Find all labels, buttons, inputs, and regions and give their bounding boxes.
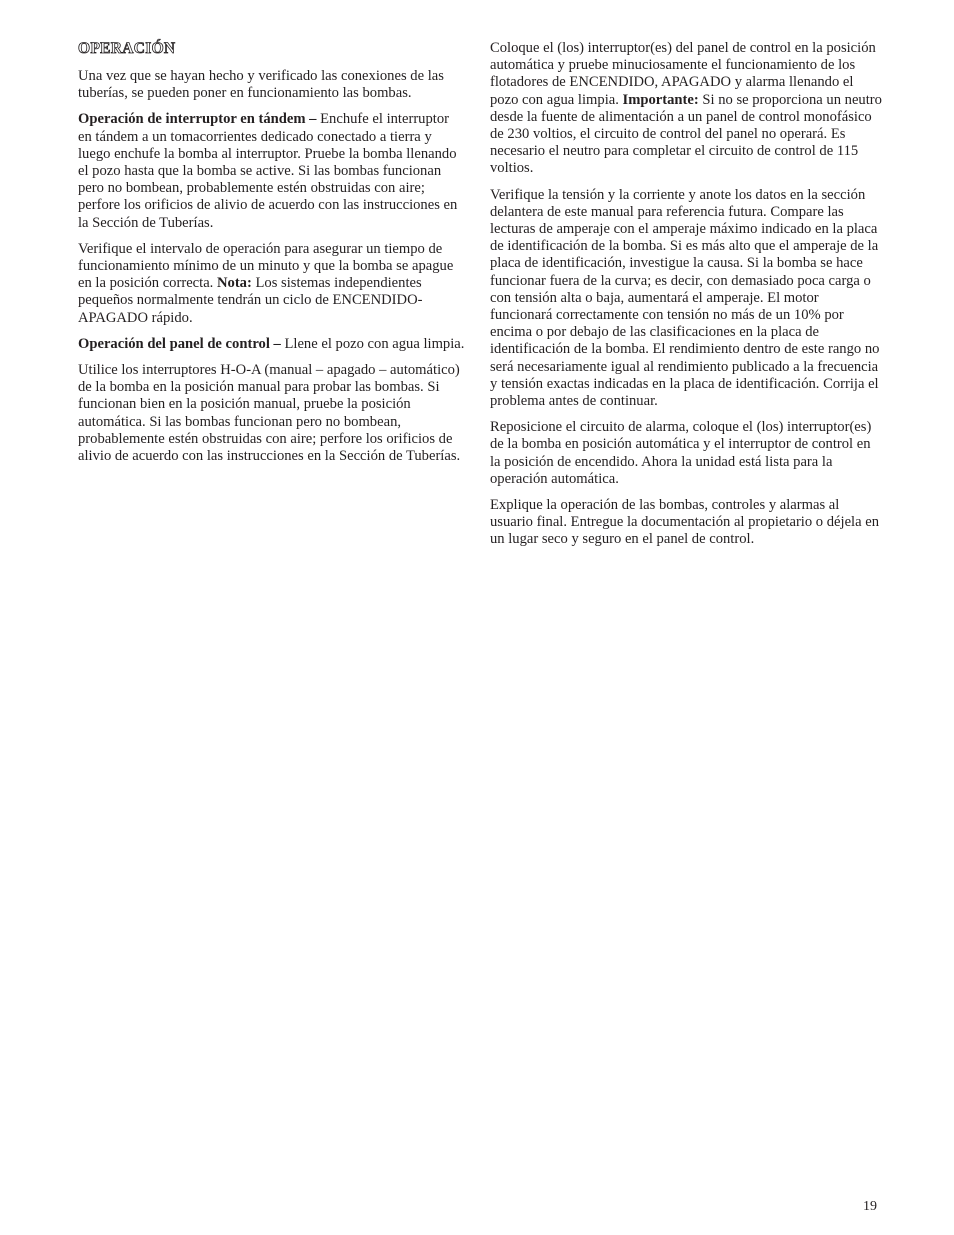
interval-text: Verifique el intervalo de operación para asegurar un tiempo de funcionamiento mínimo de un minuto y que la bomba se apague en la posición correcta. bbox=[78, 240, 454, 292]
alarm-reset-text: Reposicione el circuito de alarma, coloque el (los) interruptor(es) de la bomba en posición automática y el interruptor de control en la posición de encendido. Ahora la unidad está lista para la operación automática. bbox=[490, 419, 872, 487]
intro-text: Una vez que se hayan hecho y verificado las conexiones de las tuberías, se pueden poner en funcionamiento las bombas. bbox=[78, 68, 444, 102]
tandem-switch-heading: Operación de interruptor en tándem – bbox=[78, 111, 317, 128]
intro-paragraph bbox=[78, 68, 466, 102]
section-title: OPERACIÓN bbox=[78, 40, 176, 57]
note-label: Nota: bbox=[216, 275, 252, 292]
voltage-check-text: Verifique la tensión y la corriente y anote los datos en la sección delantera de este manual para referencia futura. Compare las lecturas de amperaje con el amperaje máximo indicado en la placa de identificación de la bomba. Si es más alto que el amperaje de la placa de identificación, investigue la causa. Si la bomba se hace funcionar fuera de la curva; es decir, con demasiado poca carga o con tensión alta o baja, aumentará el amperaje. El motor funcionará correctamente con tensión no más de un 10% por encima o por debajo de las clasificaciones en la placa de identificación de la bomba. El rendimiento dentro de este rango no será necesariamente igual al rendimiento publicado a la frecuencia y tensión exactas indicadas en la placa de identificación. Corrija el problema antes de continuar. bbox=[490, 186, 880, 410]
panel-switch-paragraph bbox=[490, 40, 882, 178]
page-number: 19 bbox=[863, 1199, 877, 1214]
user-explanation-paragraph bbox=[490, 497, 882, 549]
panel-switch-text: Coloque el (los) interruptor(es) del panel de control en la posición automática y pruebe minuciosamente el funcionamiento de los flotadores de ENCENDIDO, APAGADO y alarma llenando el pozo con agua limpia. bbox=[490, 40, 876, 108]
note-text: Los sistemas independientes pequeños normalmente tendrán un ciclo de ENCENDIDO-APAGADO rápido. bbox=[78, 275, 423, 326]
control-panel-heading: Operación del panel de control – bbox=[78, 335, 281, 352]
hoa-switch-text: Utilice los interruptores H-O-A (manual – apagado – automático) de la bomba en la posición manual para probar las bombas. Si funcionan bien en la posición manual, pruebe la posición automática. Si las bombas funcionan pero no bombean, probablemente estén obstruidas con aire; perfore los orificios de alivio de acuerdo con las instrucciones en la Sección de Tuberías. bbox=[78, 362, 461, 465]
right-column bbox=[490, 40, 882, 558]
interval-paragraph bbox=[78, 241, 466, 327]
important-text: Si no se proporciona un neutro desde la fuente de alimentación a un panel de control monofásico de 230 voltios, el circuito de control del panel no operará. Es necesario el neutro para completar el circuito de control de 115 voltios. bbox=[490, 91, 882, 177]
alarm-reset-paragraph bbox=[490, 419, 882, 488]
control-panel-text: Llene el pozo con agua limpia. bbox=[280, 335, 465, 352]
hoa-switch-paragraph bbox=[78, 362, 466, 465]
important-label: Importante: bbox=[622, 91, 699, 108]
tandem-switch-text: Enchufe el interruptor en tándem a un tomacorrientes dedicado conectado a tierra y luego enchufe la bomba al interruptor. Pruebe la bomba llenando el pozo hasta que la bomba se active. Si las bombas funcionan pero no bombean, probablemente estén obstruidas con aire; perfore los orificios de alivio de acuerdo con las instrucciones en la Sección de Tuberías. bbox=[78, 111, 458, 231]
voltage-check-paragraph bbox=[490, 187, 882, 411]
left-column bbox=[78, 40, 466, 474]
user-explanation-text: Explique la operación de las bombas, controles y alarmas al usuario final. Entregue la documentación al propietario o déjela en un lugar seco y seguro en el panel de control. bbox=[490, 497, 880, 548]
control-panel-paragraph bbox=[78, 336, 466, 353]
tandem-switch-paragraph bbox=[78, 111, 466, 231]
